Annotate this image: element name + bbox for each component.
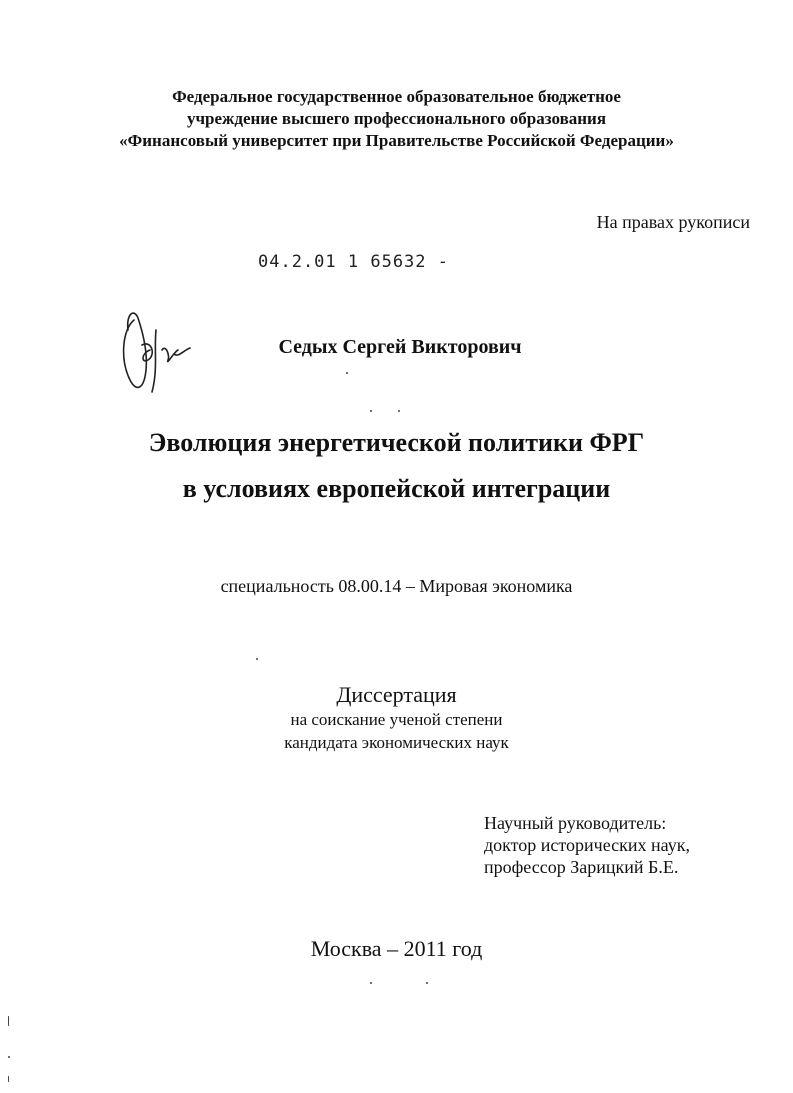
dissertation-title (0, 420, 793, 512)
scan-speck (8, 1016, 9, 1026)
scan-speck (398, 410, 400, 412)
registration-number: 04.2.01 1 65632 - (258, 252, 449, 272)
institution-header (0, 86, 793, 152)
title-line-2: в условиях европейской интеграции (182, 474, 611, 503)
scan-speck (370, 410, 372, 412)
rights-note: На правах рукописи (596, 212, 750, 232)
scan-speck (8, 1076, 9, 1082)
scan-speck (346, 372, 348, 374)
advisor-label: Научный руководитель: (484, 813, 667, 833)
institution-line-3: «Финансовый университет при Правительстве Российской Федерации» (119, 131, 674, 150)
scan-speck (256, 658, 258, 660)
advisor-degree: доктор исторических наук, (484, 835, 690, 855)
dissertation-heading: Диссертация (336, 682, 457, 707)
scan-speck (370, 982, 372, 984)
dissertation-block (0, 682, 793, 754)
institution-line-1: Федеральное государственное образовательное бюджетное (172, 87, 621, 106)
advisor-name: профессор Зарицкий Б.Е. (484, 857, 679, 877)
author-name: Седых Сергей Викторович (278, 336, 522, 358)
city-year: Москва – 2011 год (310, 936, 483, 961)
specialty: специальность 08.00.14 – Мировая экономика (220, 576, 573, 596)
advisor-block (484, 812, 690, 878)
degree-line-2: кандидата экономических наук (284, 733, 509, 752)
scan-speck (426, 982, 428, 984)
scan-speck (8, 1056, 10, 1058)
title-line-1: Эволюция энергетической политики ФРГ (148, 428, 645, 457)
degree-line-1: на соискание ученой степени (290, 710, 503, 729)
institution-line-2: учреждение высшего профессионального образования (186, 109, 607, 128)
